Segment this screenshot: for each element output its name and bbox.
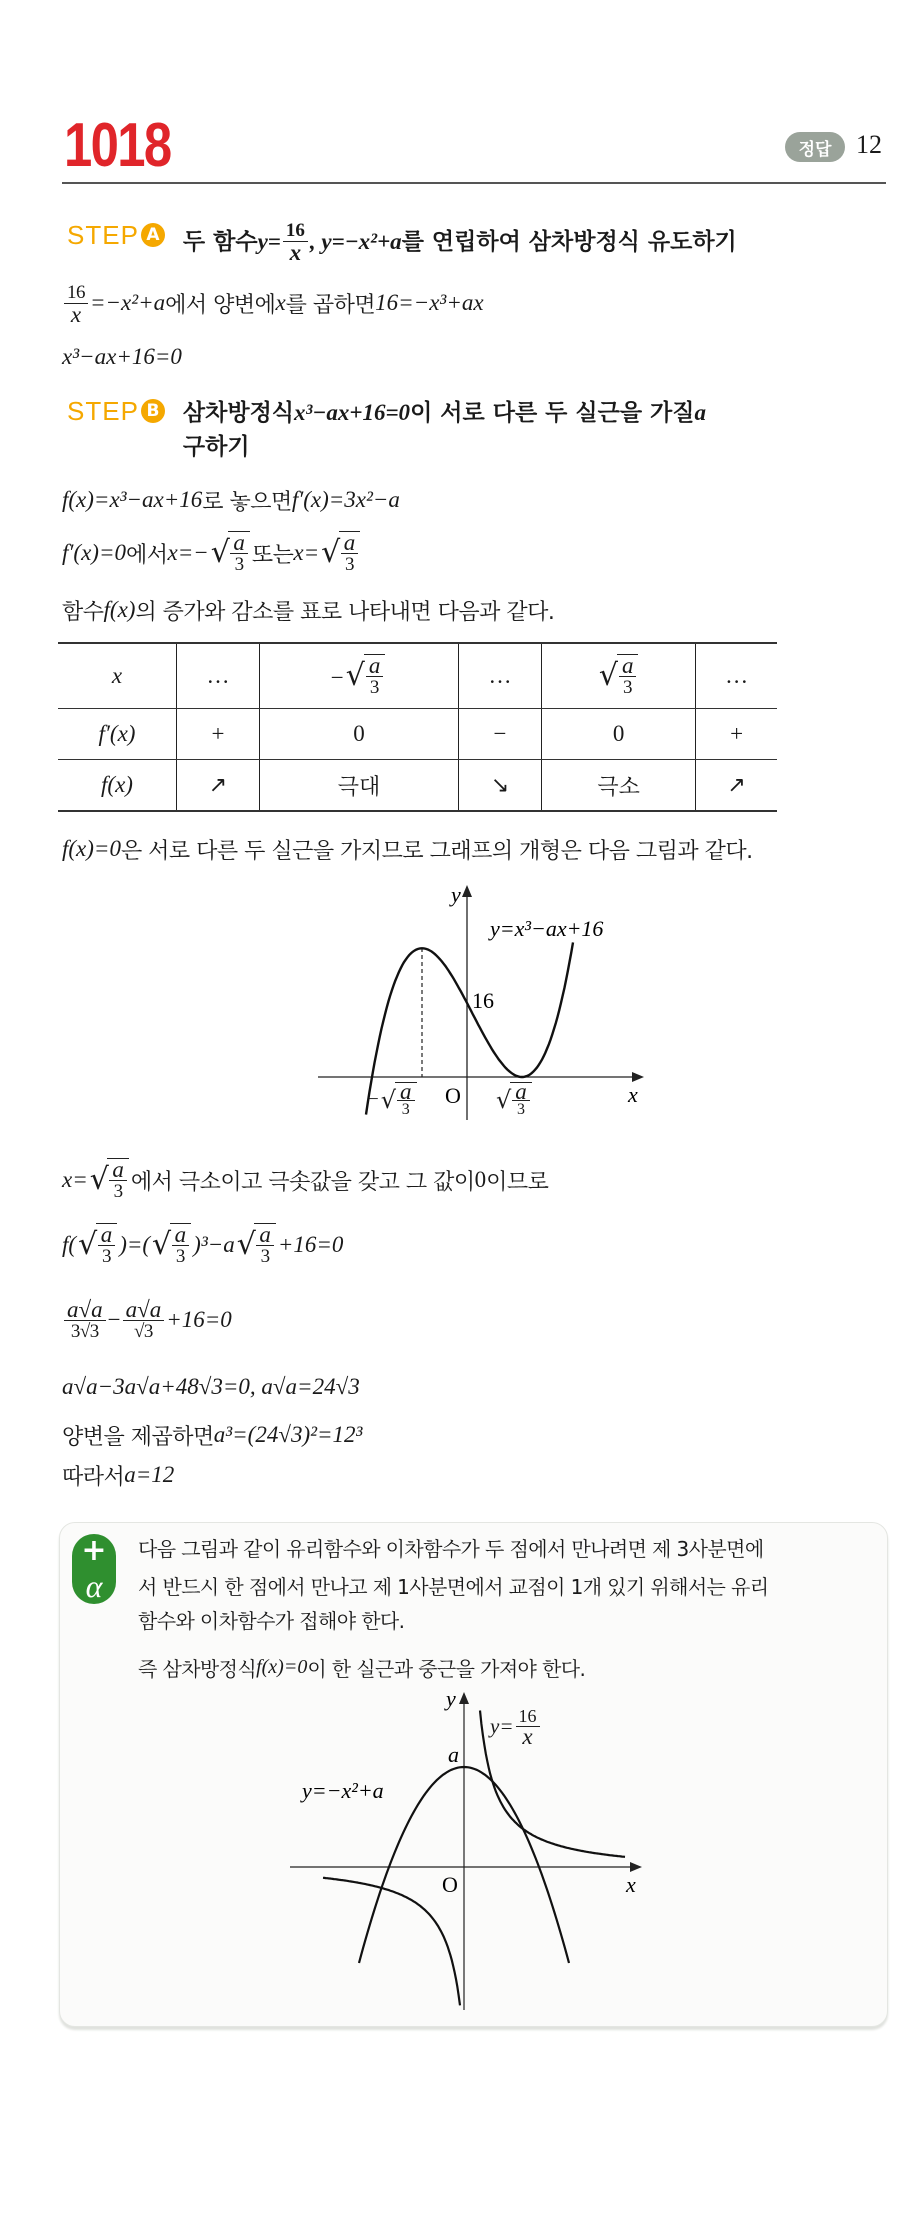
fraction: $\frac{a√a}{3√3}$ [64, 1299, 106, 1342]
math: x³−ax+16=0 [62, 344, 182, 369]
table-cell: + [177, 709, 260, 760]
step-letter-a: A [141, 223, 165, 247]
solution-line-4 [62, 530, 362, 575]
math: x= [62, 1167, 88, 1192]
hyperbola-label: y= $\frac{16}{x}$ [490, 1706, 542, 1747]
sqrt-a-over-3: √ $\frac{a}{3}$ [321, 531, 360, 575]
math: a√a−3a√a+48√3=0, a√a=24√3 [62, 1374, 360, 1399]
text: 를 곱하면 [285, 292, 376, 318]
cubic-graph [300, 870, 670, 1130]
text: 의 증가와 감소를 표로 나타내면 다음과 같다. [135, 599, 555, 625]
step-b-text: 이 서로 다른 두 실근을 가질 [410, 400, 695, 426]
step-label: STEP [67, 220, 139, 250]
table-cell: … [459, 643, 542, 709]
solution-line-3 [62, 483, 400, 517]
sqrt-a-over-3: √ $\frac{a}{3}$ [237, 1223, 276, 1267]
header-divider [62, 182, 886, 184]
solution-line-10 [62, 1370, 360, 1404]
table-cell: 0 [542, 709, 696, 760]
math: f( [62, 1232, 77, 1257]
table-cell: √ $\frac{a}{3}$ [542, 643, 696, 709]
x-axis-arrow-icon [632, 1072, 644, 1082]
math: a=12 [124, 1462, 175, 1487]
math: )³−a [193, 1232, 235, 1257]
text: 양변을 제곱하면 [62, 1424, 214, 1450]
tip-text: 함수와 이차함수가 접해야 한다. [138, 1608, 405, 1633]
math: )=( [119, 1232, 151, 1257]
solution-line-6 [62, 832, 753, 866]
text: 이므로 [486, 1169, 549, 1195]
solution-line-5 [62, 593, 554, 627]
solution-line-8 [62, 1222, 344, 1267]
solution-line-2 [62, 340, 182, 374]
table-cell: 극대 [259, 760, 458, 812]
math: f(x)=x³−ax+16 [62, 487, 203, 512]
tip-text: 즉 삼차방정식 f(x)=0 이 한 실근과 중근을 가져야 한다. [138, 1655, 586, 1681]
y-axis-arrow-icon [462, 885, 472, 897]
table-header: f(x) [58, 760, 177, 812]
table-header: f′(x) [58, 709, 177, 760]
y-axis-label: y [451, 882, 461, 907]
table-cell: 0 [259, 709, 458, 760]
table-cell: + [696, 709, 777, 760]
final-answer-line [62, 1458, 174, 1492]
solution-line-1 [62, 281, 484, 327]
x-axis-label: x [626, 1872, 636, 1897]
text: 은 서로 다른 두 실근을 가지므로 그래프의 개형은 다음 그림과 같다. [120, 838, 753, 864]
math: a³=(24√3)²=12³ [213, 1422, 363, 1447]
parabola-label: y=−x²+a [302, 1778, 384, 1803]
table-cell: − [459, 709, 542, 760]
sqrt-a-over-3: √ $\frac{a}{3}$ [152, 1223, 191, 1267]
solution-line-9 [62, 1296, 232, 1342]
table-row-f [58, 760, 777, 812]
table-row-x [58, 643, 777, 709]
tip-text: 서 반드시 한 점에서 만나고 제 1사분면에서 교점이 1개 있기 위해서는 유리 [138, 1574, 769, 1599]
text: 함수 [62, 599, 104, 625]
step-a-heading [67, 220, 737, 263]
math: 0 [474, 1167, 487, 1192]
pos-root-label: √ $\frac{a}{3}$ [494, 1082, 534, 1118]
tip-text: 다음 그림과 같이 유리함수와 이차함수가 두 점에서 만나려면 제 3사분면에 [138, 1536, 764, 1561]
solution-line-11 [62, 1418, 362, 1452]
table-cell: … [177, 643, 260, 709]
math: 16=−x³+ax [375, 290, 484, 315]
math: x³−ax+16=0 [294, 400, 411, 425]
fraction: $\frac{16}{x}$ [283, 220, 308, 263]
increasing-arrow-icon: ↗ [177, 760, 260, 812]
math: f(x) [103, 597, 136, 622]
step-b-heading [67, 396, 706, 464]
math: =−x²+a [90, 290, 166, 315]
y-intercept-label: 16 [472, 988, 494, 1013]
a-label: a [448, 1742, 459, 1767]
table-cell: 극소 [542, 760, 696, 812]
sqrt-a-over-3: √ $\frac{a}{3}$ [78, 1223, 117, 1267]
variation-table [58, 642, 777, 812]
fraction: $\frac{16}{x}$ [64, 282, 88, 325]
text: 로 놓으면 [202, 489, 292, 515]
neg-root-label: − √ $\frac{a}{3}$ [368, 1082, 419, 1118]
rational-quadratic-graph [280, 1680, 660, 2020]
solution-line-7 [62, 1157, 549, 1202]
math: − [107, 1307, 121, 1332]
decreasing-arrow-icon: ↘ [459, 760, 542, 812]
curve-label: y=x³−ax+16 [490, 916, 604, 941]
sqrt-a-over-3: √ $\frac{a}{3}$ [90, 1158, 129, 1202]
text: 따라서 [62, 1464, 125, 1490]
step-label: STEP [67, 396, 139, 426]
text: 또는 [251, 542, 294, 568]
math: , y=−x²+a [309, 228, 402, 254]
y-axis-arrow-icon [459, 1692, 469, 1704]
answer-badge: 정답 [785, 132, 845, 162]
math: x= [293, 540, 320, 565]
math: a [694, 400, 706, 425]
table-cell: … [696, 643, 777, 709]
answer-value: 12 [856, 130, 882, 159]
math: x [275, 290, 286, 315]
sqrt-a-over-3: √ $\frac{a}{3}$ [211, 531, 250, 575]
step-b-text: 구하기 [182, 434, 250, 460]
x-axis-label: x [628, 1082, 638, 1107]
increasing-arrow-icon: ↗ [696, 760, 777, 812]
x-axis-arrow-icon [630, 1862, 642, 1872]
origin-label: O [445, 1083, 461, 1108]
problem-number: 1018 [64, 111, 171, 180]
math: x=− [167, 540, 209, 565]
step-a-text: 를 연립하여 삼차방정식 유도하기 [401, 228, 737, 255]
origin-label: O [442, 1872, 458, 1897]
step-b-text: 삼차방정식 [182, 400, 295, 426]
text: 에서 양변에 [165, 292, 276, 318]
hyperbola-branch-q3 [323, 1878, 460, 2006]
y-axis-label: y [446, 1686, 456, 1711]
math: f′(x)=0 [62, 540, 126, 565]
step-letter-b: B [141, 399, 165, 423]
math: f′(x)=3x²−a [291, 487, 400, 512]
table-header: x [58, 643, 177, 709]
table-cell: − √ $\frac{a}{3}$ [259, 643, 458, 709]
fraction: $\frac{a√a}{√3}$ [123, 1299, 165, 1342]
step-a-text: 두 함수 [182, 228, 258, 255]
math: +16=0 [166, 1307, 232, 1332]
text: 에서 극소이고 극솟값을 갖고 그 값이 [130, 1169, 475, 1195]
math: f(x)=0 [62, 836, 121, 861]
math: +16=0 [277, 1232, 344, 1257]
math: y= [257, 228, 281, 254]
text: 에서 [125, 542, 168, 568]
table-row-fprime [58, 709, 777, 760]
plus-alpha-icon: + α [72, 1534, 116, 1604]
